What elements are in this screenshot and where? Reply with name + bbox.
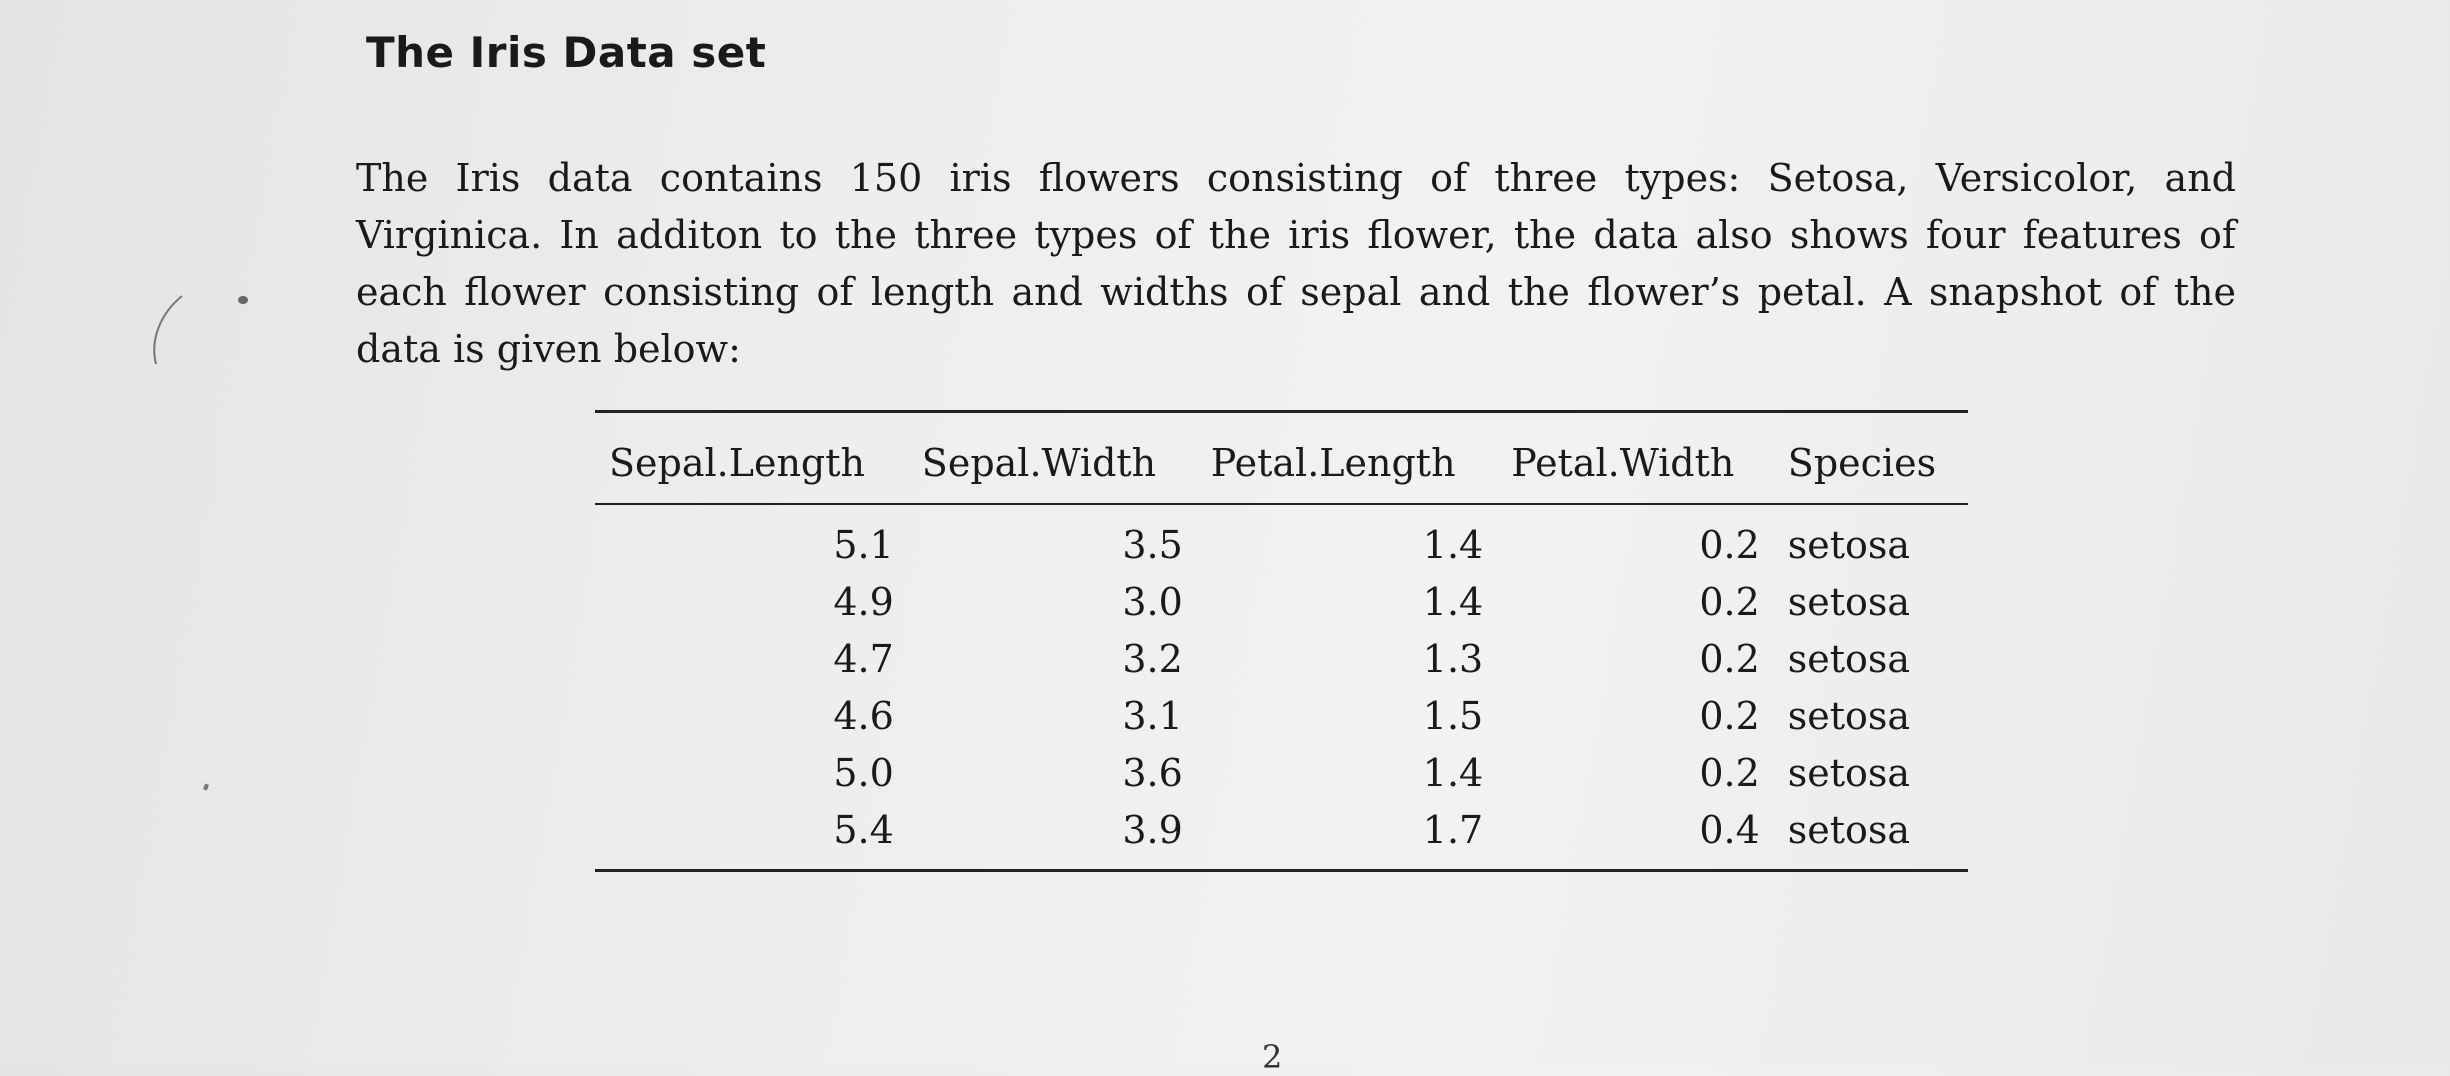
- cell-sepal-width: 3.0: [1122, 580, 1183, 624]
- header-species: Species: [1774, 412, 1968, 505]
- section-title: The Iris Data set: [366, 28, 767, 77]
- iris-table-container: [595, 410, 1968, 872]
- header-petal-length: Petal.Length: [1197, 412, 1497, 505]
- cell-species: setosa: [1787, 637, 1911, 681]
- cell-petal-width: 0.2: [1699, 694, 1760, 738]
- dot-mark-icon: [238, 296, 248, 304]
- table-row: [595, 504, 1968, 574]
- cell-petal-length: 1.4: [1422, 580, 1484, 624]
- cell-sepal-width: 3.1: [1122, 694, 1183, 738]
- cell-species: setosa: [1787, 580, 1911, 624]
- cell-sepal-width: 3.5: [1122, 523, 1183, 567]
- cell-sepal-length: 4.7: [833, 637, 894, 681]
- cell-petal-width: 0.2: [1699, 637, 1760, 681]
- cell-sepal-length: 5.1: [833, 523, 894, 567]
- cell-sepal-length: 4.9: [833, 580, 894, 624]
- table-row: [595, 802, 1968, 871]
- cell-petal-length: 1.7: [1197, 802, 1497, 871]
- cell-sepal-length: 4.6: [833, 694, 894, 738]
- cell-petal-length: 1.3: [1422, 637, 1484, 681]
- cell-petal-length: 1.4: [1422, 751, 1484, 795]
- table-row: [595, 574, 1968, 631]
- tick-mark-icon: [203, 783, 209, 790]
- intro-paragraph: The Iris data contains 150 iris flowers consisting of three types: Setosa, Versicolor, and Virginica. In additon to the three types of the iris flower, the data also shows four features of each flower consisting of length and widths of sepal and the flower’s petal. A snapshot of the data is given below:: [356, 156, 2236, 371]
- cell-petal-width: 0.4: [1497, 802, 1774, 871]
- cell-petal-length: 1.4: [1422, 523, 1484, 567]
- cell-sepal-length: 5.4: [595, 802, 908, 871]
- pencil-mark-icon: [140, 290, 200, 370]
- iris-table: [595, 410, 1968, 872]
- cell-sepal-width: 3.2: [1122, 637, 1183, 681]
- page-number: 2: [1262, 1038, 1283, 1076]
- header-petal-width: Petal.Width: [1497, 412, 1774, 505]
- cell-species: setosa: [1787, 751, 1911, 795]
- cell-petal-width: 0.2: [1699, 580, 1760, 624]
- cell-sepal-width: 3.9: [908, 802, 1197, 871]
- table-row: [595, 688, 1968, 745]
- table-row: [595, 745, 1968, 802]
- cell-sepal-length: 5.0: [833, 751, 894, 795]
- cell-petal-width: 0.2: [1699, 523, 1760, 567]
- header-sepal-length: Sepal.Length: [595, 412, 908, 505]
- table-header-row: [595, 412, 1968, 505]
- cell-species: setosa: [1774, 802, 1968, 871]
- header-sepal-width: Sepal.Width: [908, 412, 1197, 505]
- cell-species: setosa: [1787, 694, 1911, 738]
- cell-species: setosa: [1787, 523, 1911, 567]
- cell-petal-width: 0.2: [1699, 751, 1760, 795]
- table-row: [595, 631, 1968, 688]
- cell-sepal-width: 3.6: [1122, 751, 1183, 795]
- cell-petal-length: 1.5: [1422, 694, 1484, 738]
